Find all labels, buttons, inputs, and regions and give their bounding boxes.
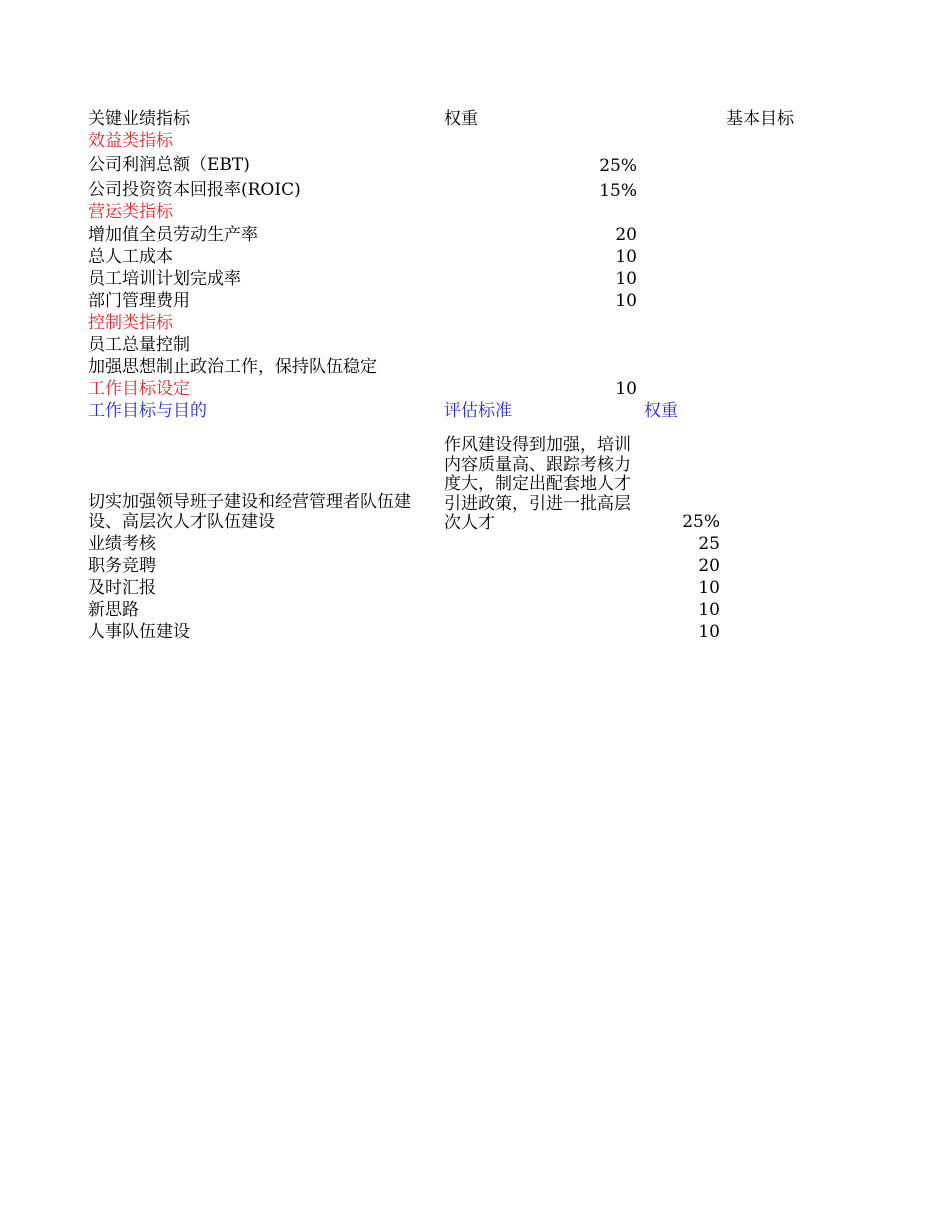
- kpi-row-name: 公司利润总额（EBT): [88, 155, 250, 175]
- goal-main-weight: 25%: [682, 512, 720, 532]
- kpi-row-weight: 10: [615, 269, 637, 289]
- kpi-row-weight: 10: [615, 291, 637, 311]
- kpi-row-weight: 25%: [599, 156, 637, 176]
- kpi-row-weight: 20: [615, 225, 637, 245]
- kpi-row-name: 部门管理费用: [88, 291, 190, 311]
- kpi-header-target: 基本目标: [726, 109, 794, 129]
- section-title-operations: 营运类指标: [88, 202, 173, 222]
- kpi-header-weight: 权重: [444, 109, 478, 129]
- work-target-weight: 10: [615, 379, 637, 399]
- kpi-header-indicator: 关键业绩指标: [88, 109, 190, 129]
- goal-row-name: 职务竞聘: [88, 556, 156, 576]
- kpi-row-weight: 10: [615, 247, 637, 267]
- kpi-row-name: 员工培训计划完成率: [88, 269, 241, 289]
- kpi-row-name: 总人工成本: [88, 247, 173, 267]
- goals-header-goal: 工作目标与目的: [88, 401, 207, 421]
- goal-row-weight: 10: [698, 600, 720, 620]
- goal-row-name: 新思路: [88, 600, 139, 620]
- kpi-row-weight: 15%: [599, 181, 637, 201]
- section-title-efficiency: 效益类指标: [88, 131, 173, 151]
- goal-row-weight: 20: [698, 556, 720, 576]
- goals-header-weight: 权重: [644, 401, 678, 421]
- goal-row-weight: 25: [698, 534, 720, 554]
- kpi-row-name: 加强思想制止政治工作，保持队伍稳定: [88, 357, 377, 377]
- kpi-row-name: 公司投资资本回报率(ROIC): [88, 180, 301, 200]
- goal-row-name: 及时汇报: [88, 578, 156, 598]
- goal-row-name: 人事队伍建设: [88, 622, 190, 642]
- goal-row-weight: 10: [698, 622, 720, 642]
- goal-main-text: 切实加强领导班子建设和经营管理者队伍建设、高层次人才队伍建设: [88, 492, 411, 532]
- goal-row-name: 业绩考核: [88, 534, 156, 554]
- goals-header-criteria: 评估标准: [444, 401, 512, 421]
- goal-criteria-text: 作风建设得到加强，培训内容质量高、跟踪考核力度大，制定出配套地人才引进政策，引进一批高层次人才: [444, 435, 631, 533]
- goal-row-weight: 10: [698, 578, 720, 598]
- section-title-control: 控制类指标: [88, 313, 173, 333]
- kpi-row-name: 增加值全员劳动生产率: [88, 225, 258, 245]
- section-title-work-target: 工作目标设定: [88, 379, 190, 399]
- kpi-row-name: 员工总量控制: [88, 335, 190, 355]
